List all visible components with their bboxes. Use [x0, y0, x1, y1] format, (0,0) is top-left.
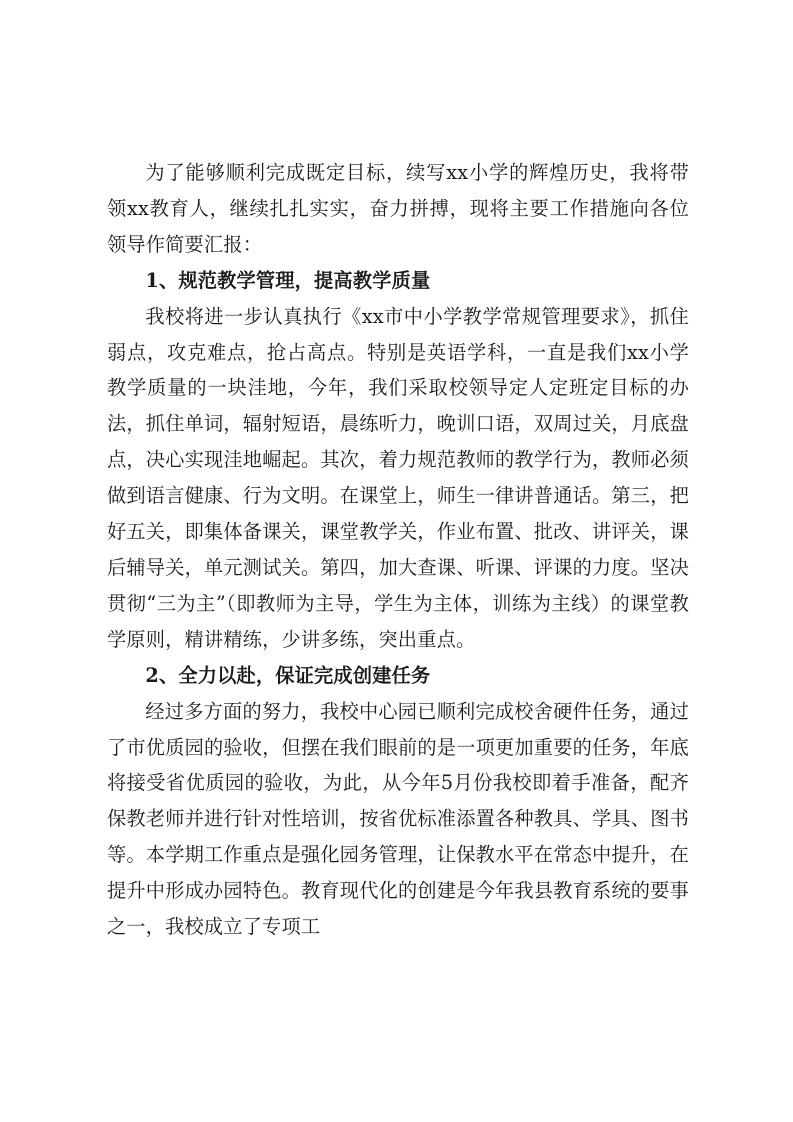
paragraph-intro: 为了能够顺利完成既定目标，续写xx小学的辉煌历史，我将带领xx教育人，继续扎扎实实，奋力拼搏，现将主要工作措施向各位领导作简要汇报：: [107, 161, 689, 256]
paragraph-creation-task: 经过多方面的努力，我校中心园已顺利完成校舍硬件任务，通过了市优质园的验收，但摆在我们眼前的是一项更加重要的任务，年底将接受省优质园的验收，为此，从今年5月份我校即着手准备，配齐保教老师并进行针对性培训，按省优标准添置各种教具、学具、图书等。本学期工作重点是强化园务管理，让保教水平在常态中提升，在提升中形成办园特色。教育现代化的创建是今年我县教育系统的要事之一，我校成立了专项工: [107, 699, 689, 939]
paragraph-teaching-management: 我校将进一步认真执行《xx市中小学教学常规管理要求》，抓住弱点，攻克难点，抢占高点。特别是英语学科，一直是我们xx小学教学质量的一块洼地，今年，我们采取校领导定人定班定目标的办法，抓住单词，辐射短语，晨练听力，晚训口语，双周过关，月底盘点，决心实现洼地崛起。其次，着力规范教师的教学行为，教师必须做到语言健康、行为文明。在课堂上，师生一律讲普通话。第三，把好五关，即集体备课关，课堂教学关，作业布置、批改、讲评关，课后辅导关，单元测试关。第四，加大查课、听课、评课的力度。坚决贯彻“三为主”（即教师为主导，学生为主体，训练为主线）的课堂教学原则，精讲精练，少讲多练，突出重点。: [107, 304, 689, 651]
section-heading-2: 2、全力以赴，保证完成创建任务: [145, 663, 431, 687]
document-body: [107, 155, 689, 945]
section-heading-1: 1、规范教学管理，提高教学质量: [145, 268, 431, 292]
